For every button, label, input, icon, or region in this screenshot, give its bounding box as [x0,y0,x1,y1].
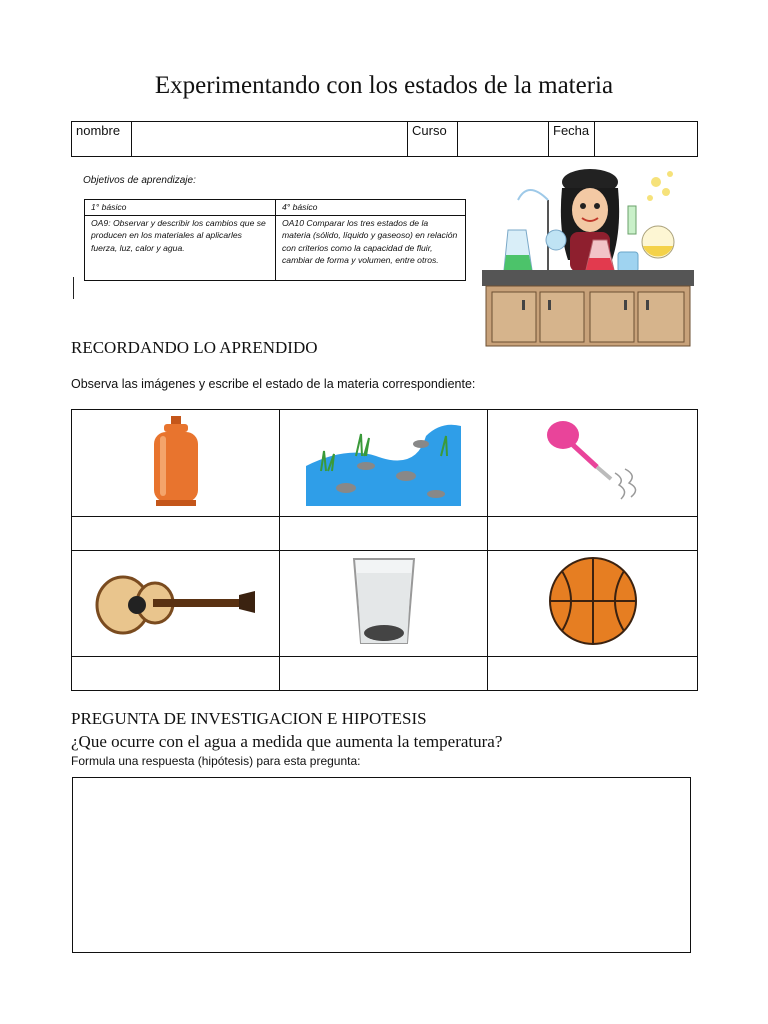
guitar-image [93,561,258,641]
nombre-field[interactable] [132,122,408,157]
image-cell-glass [280,551,488,657]
image-cell-guitar [72,551,280,657]
objectives-col1-text: OA9: Observar y describir los cambios que se producen en los materiales al aplicarles fuerza, luz, calor y agua. [85,215,276,280]
objectives-col2-header: 4° básico [276,200,466,216]
river-image [306,416,461,506]
image-cell-gas-cylinder [72,410,280,517]
research-question: ¿Que ocurre con el agua a medida que aumenta la temperatura? [71,732,503,751]
image-cell-basketball [488,551,698,657]
states-of-matter-grid [71,409,698,691]
image-cell-river [280,410,488,517]
curso-label: Curso [408,122,458,157]
section-heading-recordando: RECORDANDO LO APRENDIDO [71,338,318,357]
curso-field[interactable] [458,122,549,157]
section-heading-pregunta: PREGUNTA DE INVESTIGACION E HIPOTESIS [71,709,427,728]
hypothesis-instruction: Formula una respuesta (hipótesis) para esta pregunta: [71,754,361,768]
objectives-title: Objetivos de aprendizaje: [83,175,196,186]
lab-scientist-illustration [478,160,698,350]
answer-cell-6[interactable] [488,657,698,691]
basketball-image [548,555,638,647]
fecha-field[interactable] [595,122,698,157]
fecha-label: Fecha [549,122,595,157]
answer-cell-4[interactable] [72,657,280,691]
objectives-table [84,199,466,281]
glass-of-water-image [349,555,419,647]
objectives-col1-header: 1° básico [85,200,276,216]
student-info-table [71,121,698,157]
hypothesis-answer-box[interactable] [72,777,691,953]
answer-cell-1[interactable] [72,517,280,551]
answer-cell-2[interactable] [280,517,488,551]
balloon-image [533,413,653,509]
page-title: Experimentando con los estados de la materia [154,72,614,99]
image-cell-balloon [488,410,698,517]
answer-cell-3[interactable] [488,517,698,551]
scan-mark [73,277,74,299]
answer-cell-5[interactable] [280,657,488,691]
objectives-col2-text: OA10 Comparar los tres estados de la materia (sólido, líquido y gaseoso) en relación con criterios como la capacidad de fluir, cambiar de forma y volumen, entre otros. [276,215,466,280]
section-instruction-observe: Observa las imágenes y escribe el estado de la materia correspondiente: [71,377,476,391]
gas-cylinder-image [146,414,206,508]
nombre-label: nombre [72,122,132,157]
